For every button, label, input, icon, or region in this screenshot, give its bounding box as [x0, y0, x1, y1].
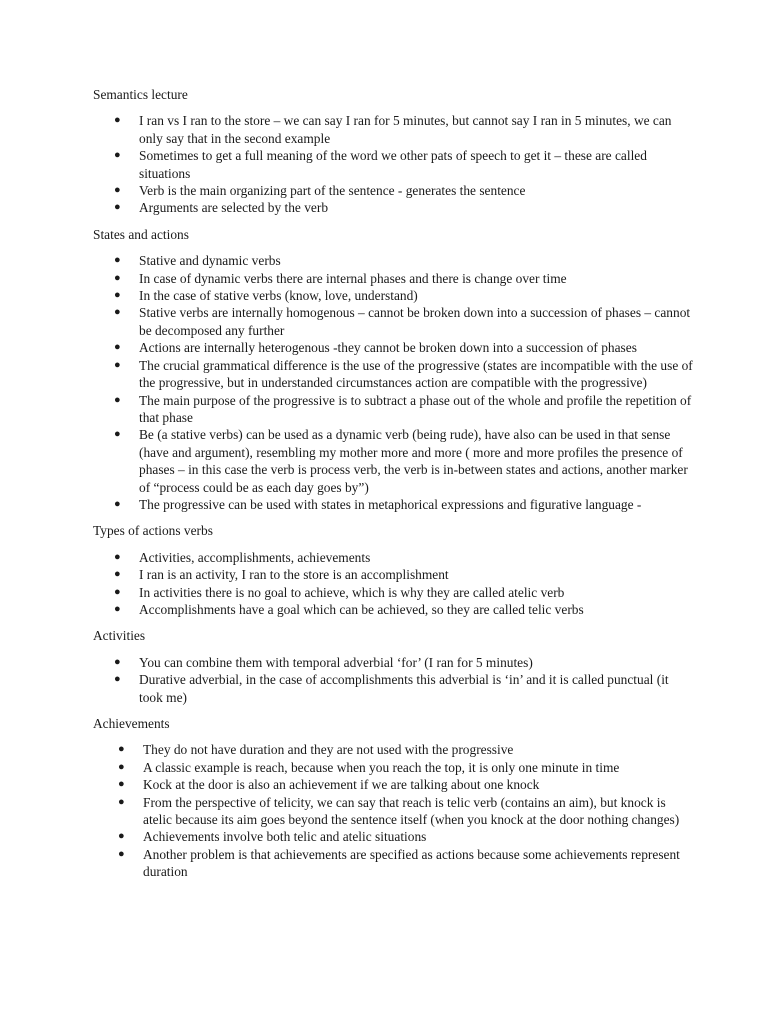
list-item-text: In case of dynamic verbs there are internal phases and there is change over time [139, 270, 567, 286]
list-item [93, 776, 693, 793]
list-item [93, 287, 693, 304]
list-item-text: The main purpose of the progressive is to subtract a phase out of the whole and profile the repetition of that phase [139, 392, 692, 425]
list-item [93, 566, 693, 583]
document-page [93, 86, 693, 881]
bullet-list [93, 654, 693, 706]
bullet-list [93, 252, 693, 513]
section-heading: Achievements [93, 716, 170, 731]
list-item-text: Stative and dynamic verbs [139, 253, 281, 269]
list-item [93, 392, 693, 427]
list-item [93, 794, 693, 829]
list-item [93, 601, 693, 618]
list-item-text: Sometimes to get a full meaning of the word we other pats of speech to get it – these are called situations [139, 148, 647, 181]
bullet-list [93, 549, 693, 619]
bullet-icon: ● [114, 602, 121, 615]
list-item [93, 252, 693, 269]
bullet-icon: ● [114, 341, 121, 354]
list-item [93, 654, 693, 671]
list-item-text: Another problem is that achievements are specified as actions because some achievements represent duration [143, 846, 680, 880]
bullet-icon: ● [118, 795, 125, 808]
section-types-of-actions-verbs [93, 522, 693, 618]
list-item-text: A classic example is reach, because when you reach the top, it is only one minute in time [143, 759, 620, 775]
list-item-text: Verb is the main organizing part of the sentence - generates the sentence [139, 183, 526, 199]
list-item [93, 846, 693, 881]
list-item-text: Durative adverbial, in the case of accomplishments this adverbial is ‘in’ and it is called punctual (it took me) [139, 672, 669, 705]
bullet-icon: ● [114, 655, 121, 668]
bullet-icon: ● [114, 289, 121, 302]
bullet-icon: ● [114, 393, 121, 406]
bullet-icon: ● [114, 550, 121, 563]
list-item [93, 549, 693, 566]
list-item [93, 357, 693, 392]
list-item-text: From the perspective of telicity, we can say that reach is telic verb (contains an aim), but knock is atelic because its aim goes beyond the sentence itself (when you knock at the door nothing changes) [143, 794, 680, 828]
bullet-icon: ● [114, 673, 121, 686]
list-item-text: Activities, accomplishments, achievements [139, 549, 371, 565]
bullet-icon: ● [114, 306, 121, 319]
bullet-list [93, 741, 693, 880]
list-item-text: Accomplishments have a goal which can be achieved, so they are called telic verbs [139, 601, 584, 617]
list-item-text: They do not have duration and they are not used with the progressive [143, 742, 514, 758]
bullet-icon: ● [114, 568, 121, 581]
bullet-icon: ● [114, 254, 121, 267]
bullet-icon: ● [114, 358, 121, 371]
list-item-text: You can combine them with temporal adverbial ‘for’ (I ran for 5 minutes) [139, 654, 533, 670]
bullet-icon: ● [114, 497, 121, 510]
bullet-icon: ● [114, 271, 121, 284]
list-item [93, 671, 693, 706]
bullet-icon: ● [114, 585, 121, 598]
list-item [93, 182, 693, 199]
bullet-icon: ● [114, 428, 121, 441]
list-item-text: Actions are internally heterogenous -they cannot be broken down into a succession of phases [139, 340, 637, 356]
list-item [93, 147, 693, 182]
bullet-icon: ● [114, 114, 121, 127]
list-item-text: Achievements involve both telic and atelic situations [143, 829, 427, 845]
list-item [93, 112, 693, 147]
list-item-text: The progressive can be used with states in metaphorical expressions and figurative language - [139, 496, 642, 512]
list-item [93, 759, 693, 776]
list-item [93, 304, 693, 339]
section-heading: States and actions [93, 226, 189, 242]
section-semantics-lecture [93, 86, 693, 217]
list-item-text: In the case of stative verbs (know, love, understand) [139, 288, 418, 304]
list-item [93, 741, 693, 758]
section-heading: Types of actions verbs [93, 523, 213, 539]
bullet-icon: ● [118, 760, 125, 773]
list-item-text: The crucial grammatical difference is the use of the progressive (states are incompatible with the use of the progressive, but in understanded circumstances action are compatible with the progressive) [139, 357, 693, 391]
list-item-text: Arguments are selected by the verb [139, 200, 329, 216]
bullet-icon: ● [118, 830, 125, 843]
section-heading: Activities [93, 628, 146, 644]
bullet-icon: ● [114, 184, 121, 197]
section-activities [93, 627, 693, 706]
bullet-icon: ● [118, 778, 125, 791]
list-item [93, 339, 693, 356]
bullet-list [93, 112, 693, 216]
list-item [93, 496, 693, 513]
list-item-text: Stative verbs are internally homogenous – cannot be broken down into a succession of phases – cannot be decomposed any further [139, 305, 691, 338]
list-item-text: I ran vs I ran to the store – we can say I ran for 5 minutes, but cannot say I ran in 5 minutes, we can only say that in the second example [139, 113, 672, 146]
list-item-text: In activities there is no goal to achieve, which is why they are called atelic verb [139, 584, 565, 600]
bullet-icon: ● [118, 743, 125, 756]
section-heading: Semantics lecture [93, 87, 188, 102]
section-states-and-actions [93, 226, 693, 514]
list-item-text: Be (a stative verbs) can be used as a dynamic verb (being rude), have also can be used in that sense (have and argument), resembling my mother more and more ( more and more profiles the presence of phases – in this case the verb is process verb, the verb is in-between states and actions, another marker of “process could be as each day goes by”) [139, 427, 688, 495]
list-item [93, 426, 693, 496]
section-achievements [93, 715, 693, 881]
list-item [93, 828, 693, 845]
bullet-icon: ● [118, 847, 125, 860]
list-item-text: I ran is an activity, I ran to the store is an accomplishment [139, 567, 449, 583]
list-item [93, 270, 693, 287]
list-item [93, 199, 693, 216]
bullet-icon: ● [114, 149, 121, 162]
list-item-text: Kock at the door is also an achievement if we are talking about one knock [143, 777, 540, 793]
bullet-icon: ● [114, 201, 121, 214]
list-item [93, 584, 693, 601]
